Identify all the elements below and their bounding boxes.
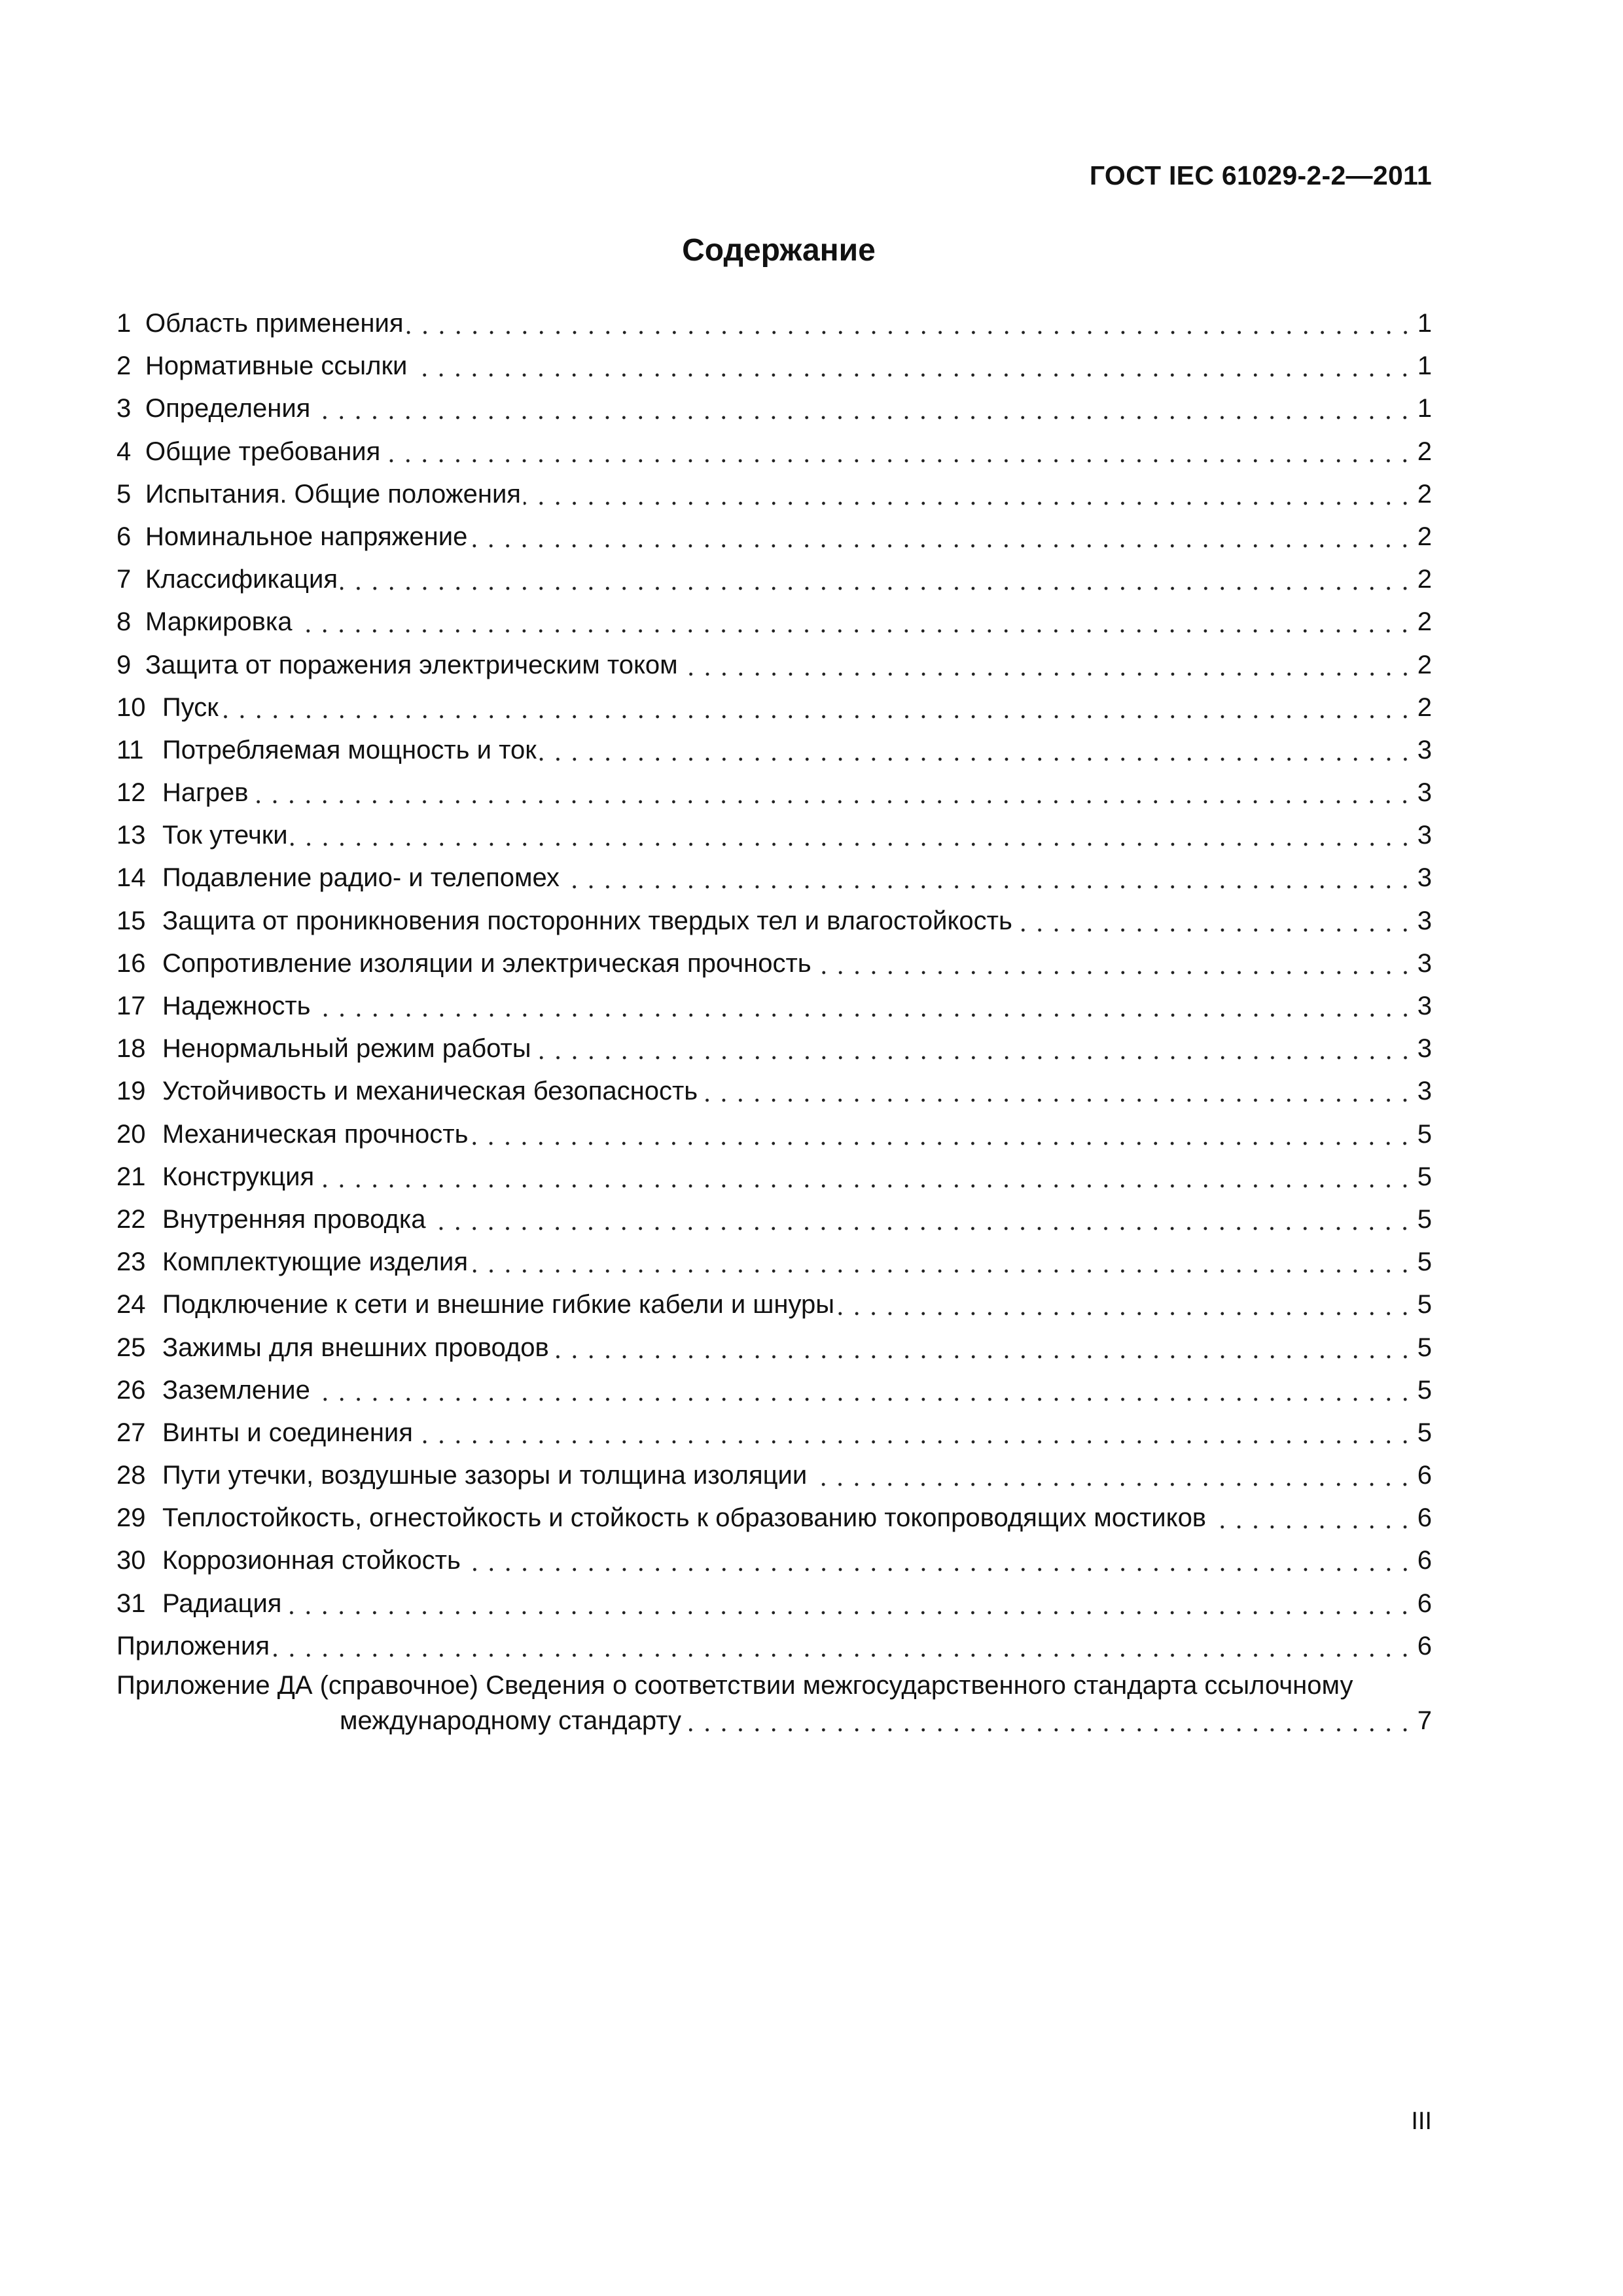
dot-leader	[681, 651, 1414, 677]
toc-entry[interactable]	[116, 1241, 1432, 1283]
toc-entry-number: 15	[116, 906, 146, 935]
toc-entry[interactable]	[116, 1283, 1432, 1326]
dot-leader	[251, 779, 1413, 805]
toc-entry-label: Защита от проникновения посторонних твердых тел и влагостойкость	[162, 906, 1012, 935]
toc-entry-number: 27	[116, 1418, 146, 1447]
dot-leader	[313, 395, 1413, 421]
toc-entry[interactable]	[116, 1583, 1432, 1625]
toc-entry-page: 6	[1417, 1546, 1432, 1575]
toc-entry-label: Конструкция	[162, 1162, 315, 1191]
dot-leader	[1209, 1504, 1414, 1530]
dot-leader	[552, 1334, 1414, 1360]
toc-entry[interactable]	[116, 772, 1432, 814]
toc-entry-label: Область применения	[145, 309, 404, 338]
toc-entry-number: 2	[116, 351, 132, 381]
dot-leader	[284, 1590, 1413, 1616]
toc-entry[interactable]	[116, 1497, 1432, 1539]
toc-entry-page: 6	[1417, 1631, 1432, 1660]
toc-entry-label: Нормативные ссылки	[145, 351, 408, 381]
dot-leader	[317, 1163, 1414, 1189]
toc-entry-label: Защита от поражения электрическим током	[145, 650, 678, 679]
dot-leader	[700, 1077, 1414, 1103]
toc-entry[interactable]	[116, 857, 1432, 899]
toc-entry-number: 1	[116, 309, 132, 338]
toc-entry-number: 26	[116, 1375, 146, 1405]
dot-leader	[383, 438, 1413, 464]
toc-entry[interactable]	[116, 345, 1432, 387]
toc-entry-number: 17	[116, 992, 146, 1020]
page-number: III	[1411, 2108, 1432, 2135]
toc-entry-page: 6	[1417, 1503, 1432, 1533]
toc-entry-page: 5	[1417, 1119, 1432, 1149]
toc-entry-number: 14	[116, 863, 146, 893]
toc-entry-page: 3	[1417, 992, 1432, 1020]
toc-entry-label: Надежность	[162, 992, 311, 1020]
toc-entry-label: Нагрев	[162, 778, 249, 808]
table-of-contents	[116, 302, 1432, 1738]
toc-entry-page: 3	[1417, 821, 1432, 850]
toc-entry-page: 5	[1417, 1204, 1432, 1234]
toc-entry[interactable]	[116, 1113, 1432, 1156]
dot-leader	[562, 864, 1414, 890]
dot-leader	[272, 1632, 1414, 1659]
toc-entry-number: 13	[116, 821, 146, 850]
toc-title: Содержание	[682, 233, 876, 268]
toc-entry[interactable]	[116, 473, 1432, 516]
dot-leader	[684, 1707, 1414, 1733]
toc-entry-page: 2	[1417, 607, 1432, 637]
dot-leader	[814, 950, 1414, 976]
annex-page: 7	[1417, 1706, 1432, 1735]
toc-entry-page: 3	[1417, 1034, 1432, 1064]
toc-entry-label: Теплостойкость, огнестойкость и стойкость к образованию токопроводящих мостиков	[162, 1503, 1207, 1533]
toc-entry-page: 2	[1417, 692, 1432, 722]
toc-entry-number: 22	[116, 1204, 146, 1234]
dot-leader	[416, 1419, 1414, 1445]
toc-entry-number: 21	[116, 1162, 146, 1191]
dot-leader	[313, 1376, 1414, 1403]
toc-entry-number: 12	[116, 778, 146, 808]
toc-entry[interactable]	[116, 1198, 1432, 1241]
toc-entry[interactable]	[116, 814, 1432, 857]
toc-entry-number: 29	[116, 1503, 146, 1533]
toc-entry-number: 7	[116, 565, 132, 594]
toc-entry-number: 8	[116, 607, 132, 637]
toc-entry-number: 18	[116, 1034, 146, 1064]
toc-entry-label: Подключение к сети и внешние гибкие кабели и шнуры	[162, 1290, 835, 1319]
toc-entry-number: 25	[116, 1333, 146, 1362]
toc-entry-label: Винты и соединения	[162, 1418, 413, 1447]
toc-entry[interactable]	[116, 1539, 1432, 1582]
toc-entry-label: Испытания. Общие положения	[145, 479, 521, 509]
toc-entry-page: 2	[1417, 650, 1432, 679]
toc-entry[interactable]	[116, 1070, 1432, 1113]
toc-entry-page: 2	[1417, 479, 1432, 509]
toc-entry-page: 5	[1417, 1375, 1432, 1405]
toc-entry-number: 10	[116, 692, 146, 722]
toc-entry-label: Коррозионная стойкость	[162, 1546, 461, 1575]
toc-entry-page: 6	[1417, 1588, 1432, 1618]
toc-entry-page: 3	[1417, 735, 1432, 764]
toc-entry-label: Приложения	[116, 1631, 270, 1660]
dot-leader	[471, 1121, 1413, 1147]
toc-entry-label: Механическая прочность	[162, 1119, 469, 1149]
toc-entry-page: 5	[1417, 1290, 1432, 1319]
toc-entry-number: 6	[116, 522, 132, 551]
toc-entry-page: 5	[1417, 1247, 1432, 1277]
dot-leader	[810, 1462, 1414, 1488]
toc-entry-label: Заземление	[162, 1375, 310, 1405]
dot-leader	[340, 565, 1414, 592]
dot-leader	[313, 992, 1414, 1018]
toc-entry-label: Зажимы для внешних проводов	[162, 1333, 549, 1362]
dot-leader	[524, 480, 1414, 507]
toc-entry-page: 6	[1417, 1461, 1432, 1490]
dot-leader	[539, 736, 1414, 762]
toc-entry-label: Классификация	[145, 565, 338, 594]
toc-entry[interactable]	[116, 516, 1432, 558]
toc-entry-number: 24	[116, 1290, 146, 1319]
toc-entry-label: Пуск	[162, 692, 219, 722]
toc-entry-page: 3	[1417, 906, 1432, 935]
toc-entry[interactable]	[116, 644, 1432, 687]
toc-entry-label: Номинальное напряжение	[145, 522, 468, 551]
document-code: ГОСТ IEC 61029-2-2—2011	[1089, 160, 1432, 190]
toc-entry[interactable]	[116, 302, 1432, 345]
toc-entry-page: 3	[1417, 863, 1432, 893]
toc-entry[interactable]	[116, 687, 1432, 729]
toc-entry-label: Комплектующие изделия	[162, 1247, 469, 1277]
toc-entry[interactable]	[116, 1327, 1432, 1369]
toc-entry[interactable]	[116, 601, 1432, 643]
toc-entry-label: Определения	[145, 394, 311, 423]
toc-entry-page: 1	[1417, 351, 1432, 381]
toc-entry[interactable]	[116, 1625, 1432, 1668]
toc-entry-label: Радиация	[162, 1588, 282, 1618]
toc-entry-label: Потребляемая мощность и ток	[162, 735, 537, 764]
toc-entry-number: 11	[116, 735, 144, 764]
dot-leader	[294, 608, 1413, 634]
dot-leader	[428, 1206, 1413, 1232]
annex-title-line: Приложение ДА (справочное) Сведения о соответствии межгосударственного стандарта ссылочному	[116, 1671, 1353, 1700]
toc-entry[interactable]	[116, 1412, 1432, 1454]
toc-entry[interactable]	[116, 1028, 1432, 1070]
toc-entry[interactable]	[116, 900, 1432, 942]
toc-entry[interactable]	[116, 1156, 1432, 1198]
toc-entry-page: 5	[1417, 1418, 1432, 1447]
toc-entry-label: Сопротивление изоляции и электрическая прочность	[162, 948, 812, 978]
toc-entry-label: Ток утечки	[162, 821, 288, 850]
toc-entry[interactable]	[116, 729, 1432, 772]
toc-entry-page: 2	[1417, 522, 1432, 551]
toc-entry-number: 4	[116, 437, 132, 466]
toc-entry[interactable]	[116, 1454, 1432, 1497]
annex-label: международному стандарту	[340, 1706, 682, 1735]
toc-entry-page: 3	[1417, 1077, 1432, 1106]
dot-leader	[410, 352, 1413, 378]
toc-entry-number: 31	[116, 1588, 146, 1618]
toc-entry-page: 1	[1417, 309, 1432, 338]
dot-leader	[291, 821, 1414, 848]
toc-entry-number: 28	[116, 1461, 146, 1490]
toc-entry-label: Пути утечки, воздушные зазоры и толщина изоляции	[162, 1461, 808, 1490]
toc-entry[interactable]	[116, 387, 1432, 430]
toc-entry-number: 20	[116, 1119, 146, 1149]
toc-entry[interactable]	[116, 431, 1432, 473]
toc-entry[interactable]	[116, 942, 1432, 985]
dot-leader	[406, 310, 1414, 336]
toc-entry-page: 3	[1417, 778, 1432, 808]
toc-entry-number: 23	[116, 1247, 146, 1277]
toc-entry-number: 3	[116, 394, 132, 423]
dot-leader	[534, 1035, 1414, 1061]
toc-entry-label: Внутренняя проводка	[162, 1204, 426, 1234]
toc-entry[interactable]	[116, 1369, 1432, 1412]
toc-entry-number: 5	[116, 479, 132, 509]
toc-entry-page: 2	[1417, 437, 1432, 466]
dot-leader	[837, 1291, 1414, 1317]
toc-entry-annex[interactable]	[116, 1668, 1432, 1738]
toc-entry-number: 9	[116, 650, 132, 679]
toc-entry-page: 5	[1417, 1162, 1432, 1191]
toc-entry-page: 2	[1417, 565, 1432, 594]
dot-leader	[470, 523, 1413, 549]
toc-entry[interactable]	[116, 985, 1432, 1028]
toc-entry-label: Маркировка	[145, 607, 293, 637]
toc-entry-page: 1	[1417, 394, 1432, 423]
annex-title-continuation	[116, 1703, 1432, 1738]
toc-entry-page: 5	[1417, 1333, 1432, 1362]
toc-entry-page: 3	[1417, 948, 1432, 978]
toc-entry-label: Устойчивость и механическая безопасность	[162, 1077, 698, 1106]
toc-entry[interactable]	[116, 558, 1432, 601]
dot-leader	[463, 1547, 1414, 1573]
toc-entry-number: 16	[116, 948, 146, 978]
toc-entry-label: Подавление радио- и телепомех	[162, 863, 560, 893]
dot-leader	[471, 1248, 1414, 1274]
toc-entry-number: 19	[116, 1077, 146, 1106]
toc-entry-number: 30	[116, 1546, 146, 1575]
dot-leader	[221, 694, 1414, 720]
toc-entry-label: Ненормальный режим работы	[162, 1034, 531, 1064]
dot-leader	[1015, 907, 1414, 933]
toc-entry-label: Общие требования	[145, 437, 381, 466]
